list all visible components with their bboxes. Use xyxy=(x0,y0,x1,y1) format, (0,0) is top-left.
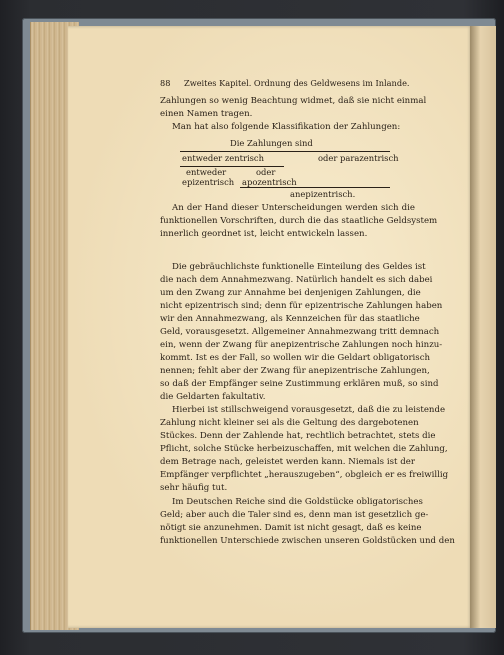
brace-line-level1 xyxy=(180,151,390,152)
text-line: einen Namen tragen. xyxy=(160,109,253,119)
classification-anepizentrisch: anepizentrisch. xyxy=(290,189,356,199)
text-line: funktionellen Vorschriften, durch die das staatliche Geldsystem xyxy=(160,216,438,226)
text-line: Zahlungen so wenig Beachtung widmet, daß sie nicht einmal xyxy=(160,96,427,106)
classification-root: Die Zahlungen sind xyxy=(230,138,313,148)
text-line: nötigt sie anzunehmen. Damit ist nicht gesagt, daß es keine xyxy=(160,523,422,533)
classification-apozentrisch: apozentrisch xyxy=(242,177,297,187)
text-line: dem Betrage nach, geleistet werden kann. Niemals ist der xyxy=(160,457,415,467)
text-line: um den Zwang zur Annahme bei denjenigen Zahlungen, die xyxy=(160,288,421,298)
classification-zentrisch: entweder zentrisch xyxy=(182,153,265,163)
brace-line-level3 xyxy=(240,187,390,188)
text-line: Geld; aber auch die Taler sind es, denn man ist gesetzlich ge- xyxy=(160,510,429,520)
classification-epizentrisch: epizentrisch xyxy=(182,177,235,187)
page-number: 88 xyxy=(160,78,171,88)
text-line: Im Deutschen Reiche sind die Goldstücke obligatorisches xyxy=(172,497,423,507)
text-line: Zahlung nicht kleiner sei als die Geltung des dargebotenen xyxy=(160,418,419,428)
classification-entweder: entweder xyxy=(186,167,227,177)
text-line: Pflicht, solche Stücke herbeizuschaffen, mit welchen die Zahlung, xyxy=(160,444,448,454)
running-title: Zweites Kapitel. Ordnung des Geldwesens im Inlande. xyxy=(184,78,410,88)
text-line: nicht epizentrisch sind; denn für epizentrische Zahlungen haben xyxy=(160,301,443,311)
classification-oder: oder xyxy=(256,167,276,177)
text-line: Geld, vorausgesetzt. Allgemeiner Annahmezwang tritt demnach xyxy=(160,327,440,337)
text-line: nennen; fehlt aber der Zwang für anepizentrische Zahlungen, xyxy=(160,366,430,376)
text-line: die nach dem Annahmezwang. Natürlich handelt es sich dabei xyxy=(160,275,433,285)
running-header xyxy=(160,78,415,88)
text-line: sehr häufig tut. xyxy=(160,483,228,493)
text-line: Empfänger verpflichtet „herauszugeben“, obgleich er es freiwillig xyxy=(160,470,449,480)
classification-parazentrisch: oder parazentrisch xyxy=(318,153,399,163)
book-gutter xyxy=(470,26,496,628)
text-line: Stückes. Denn der Zahlende hat, rechtlich betrachtet, stets die xyxy=(160,431,436,441)
text-line: innerlich geordnet ist, leicht entwickeln lassen. xyxy=(160,229,368,239)
text-line: Man hat also folgende Klassifikation der Zahlungen: xyxy=(172,122,401,132)
text-line: Hierbei ist stillschweigend vorausgesetzt, daß die zu leistende xyxy=(172,405,446,415)
text-line: ein, wenn der Zwang für anepizentrische Zahlungen noch hinzu- xyxy=(160,340,443,350)
text-line: wir den Annahmezwang, als Kennzeichen für das staatliche xyxy=(160,314,420,324)
text-line: Die gebräuchlichste funktionelle Einteilung des Geldes ist xyxy=(172,262,426,272)
text-line: An der Hand dieser Unterscheidungen werden sich die xyxy=(172,203,415,213)
text-line: so daß der Empfänger seine Zustimmung erklären muß, so sind xyxy=(160,379,439,389)
text-line: funktionellen Unterschiede zwischen unseren Goldstücken und den xyxy=(160,536,455,546)
text-line: kommt. Ist es der Fall, so wollen wir die Geldart obligatorisch xyxy=(160,353,431,363)
text-line: die Geldarten fakultativ. xyxy=(160,392,266,402)
